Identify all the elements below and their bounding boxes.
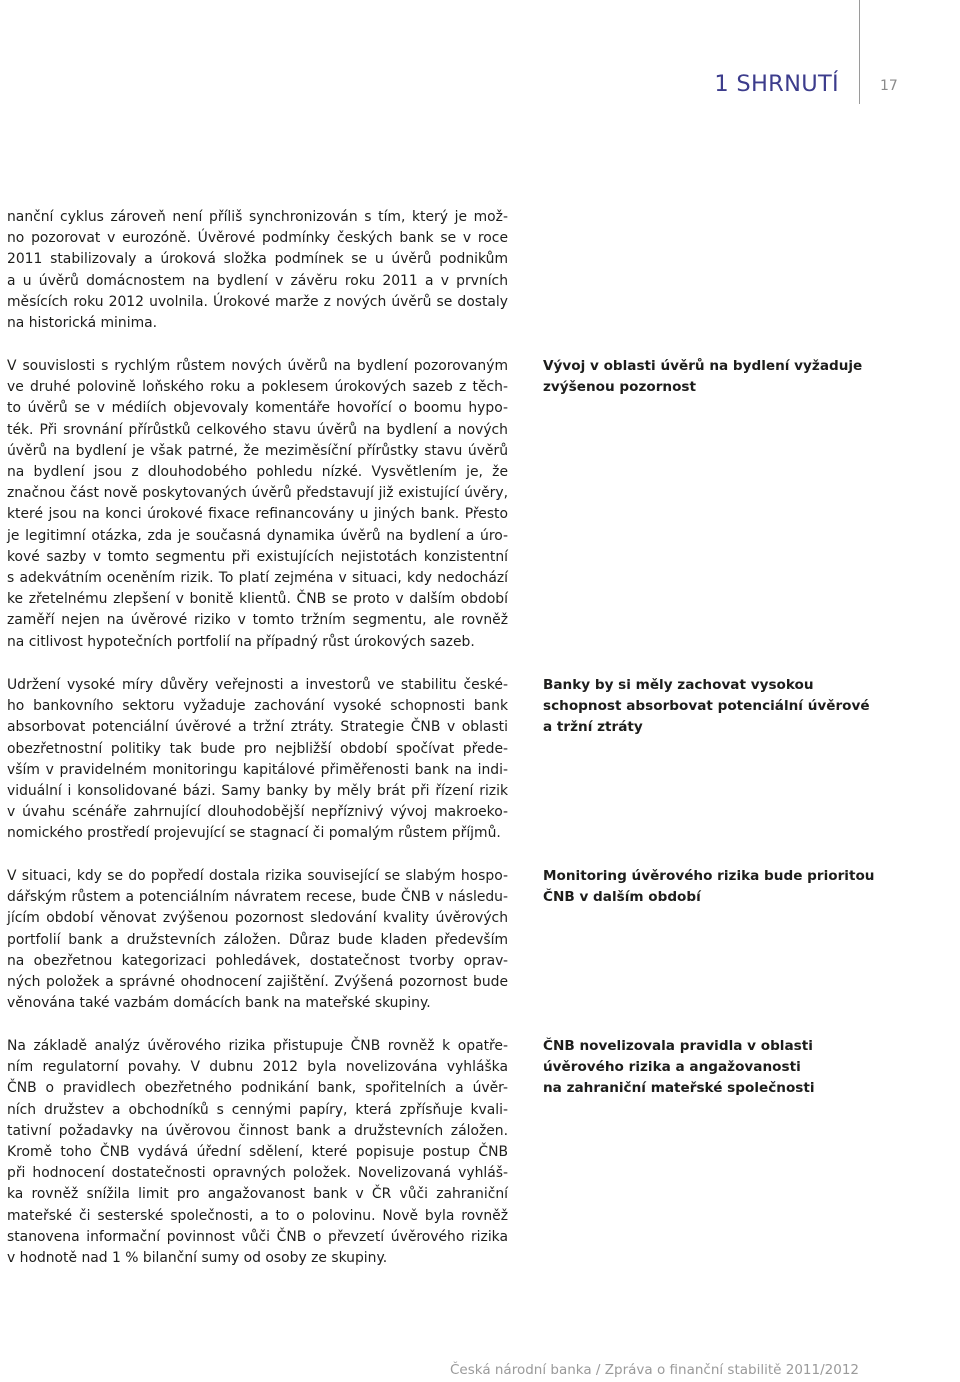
text-line: na obezřetnou kategorizaci pohledávek, dostatečnost tvorby oprav- (7, 952, 508, 969)
sidenote-4 (543, 1036, 903, 1100)
text-line: věnována také vazbám domácích bank na mateřské skupiny. (7, 995, 431, 1012)
text-line: to úvěrů se v médiích objevovaly komentáře hovořící o boomu hypo- (7, 400, 508, 417)
text-line: ČNB o pravidlech obezřetného podnikání bank, spořitelních a úvěr- (7, 1080, 508, 1097)
text-line: vším v pravidelném monitoringu kapitálové přiměřenosti bank na indi- (7, 761, 508, 778)
text-line: měsících roku 2012 uvolnila. Úrokové marže z nových úvěrů se dostaly (7, 293, 508, 310)
paragraph-3 (7, 675, 508, 845)
text-line: ho bankovního sektoru vyžaduje zachování vysoké schopnosti bank (7, 698, 508, 715)
text-line: ve druhé polovině loňského roku a poklesem úrokových sazeb z těch- (7, 379, 508, 396)
sidenote-1 (543, 356, 903, 398)
text-line: Kromě toho ČNB vydává úřední sdělení, které popisuje postup ČNB (7, 1144, 508, 1161)
text-line: nanční cyklus zároveň není příliš synchronizován s tím, který je mož- (7, 209, 508, 225)
text-line: které jsou na konci úrokové fixace refinancovány u jiných bank. Přesto (7, 506, 508, 523)
sidenote-line: úvěrového rizika a angažovanosti (543, 1059, 801, 1076)
text-line: stanovena informační povinnost vůči ČNB o převzetí úvěrového rizika (7, 1228, 508, 1245)
sidenote-line: ČNB novelizovala pravidla v oblasti (543, 1038, 813, 1054)
text-line: obezřetnostní politiky tak bude pro nejbližší období spočívat přede- (7, 740, 508, 757)
text-line: a u úvěrů domácnostem na bydlení v závěru roku 2011 a v prvních (7, 272, 508, 289)
page-number: 17 (880, 78, 898, 94)
text-line: na historická minima. (7, 315, 158, 332)
text-line: ték. Při srovnání přírůstků celkového stavu úvěrů na bydlení a nových (7, 421, 508, 438)
text-line: V souvislosti s rychlým růstem nových úvěrů na bydlení pozorovaným (7, 358, 508, 374)
sidenote-line: schopnost absorbovat potenciální úvěrové (543, 698, 870, 715)
text-line: kové sazby v tomto segmentu při existujících nejistotách konzistentní (7, 548, 508, 565)
sidenote-line: Banky by si měly zachovat vysokou (543, 677, 814, 693)
text-line: zaměří nejen na úvěrové riziko v tomto tržním segmentu, ale rovněž (7, 612, 508, 629)
text-line: mateřské či sesterské společnosti, a to o polovinu. Nově byla rovněž (7, 1207, 508, 1224)
text-line: na citlivost hypotečních portfolií na případný růst úrokových sazeb. (7, 633, 475, 650)
sidenote-line: a tržní ztráty (543, 719, 643, 736)
text-line: na bydlení jsou z dlouhodobého pohledu nízké. Vysvětlením je, že (7, 464, 508, 481)
chapter-title: 1 SHRNUTÍ (714, 71, 839, 97)
text-line: jícím období věnovat zvýšenou pozornost sledování kvality úvěrových (7, 910, 508, 927)
text-line: V situaci, kdy se do popředí dostala rizika související se slabým hospo- (7, 868, 508, 884)
sidenote-line: ČNB v dalším období (543, 889, 701, 906)
text-line: ka rovněž snížila limit pro angažovanost bank v ČR vůči zahraniční (7, 1186, 508, 1203)
page-footer: Česká národní banka / Zpráva o finanční stabilitě 2011/2012 (449, 1362, 859, 1378)
text-line: při hodnocení dostatečnosti opravných položek. Novelizovaná vyhláš- (7, 1165, 508, 1182)
text-line: 2011 stabilizovaly a úroková složka podmínek se u úvěrů podnikům (7, 251, 508, 268)
text-line: v hodnotě nad 1 % bilanční sumy od osoby ze skupiny. (7, 1250, 388, 1267)
header-divider-line (859, 0, 860, 104)
sidenote-line: Monitoring úvěrového rizika bude prioritou (543, 868, 875, 884)
paragraph-4 (7, 866, 508, 1014)
sidenote-3 (543, 866, 903, 908)
text-line: Na základě analýz úvěrového rizika přistupuje ČNB rovněž k opatře- (7, 1038, 508, 1054)
text-line: tativní požadavky na úvěrovou činnost bank a družstevních záložen. (7, 1122, 508, 1139)
text-line: Udržení vysoké míry důvěry veřejnosti a investorů ve stabilitu české- (7, 677, 508, 693)
text-line: viduální i konsolidované bázi. Samy banky by měly brát při řízení rizik (7, 783, 508, 800)
sidenote-line: zvýšenou pozornost (543, 379, 697, 396)
text-line: nomického prostředí projevující se stagnací či pomalým růstem příjmů. (7, 825, 501, 842)
text-line: ke zřetelnému zlepšení v bonitě klientů. ČNB se proto v dalším období (7, 591, 508, 608)
text-line: ních družstev a obchodníků s cennými papíry, která zpřísňuje kvali- (7, 1101, 508, 1118)
text-line: dářským růstem a potenciálním návratem recese, bude ČNB v následu- (7, 889, 508, 906)
text-line: ných položek a správné ohodnocení zajištění. Zvýšená pozornost bude (7, 974, 508, 991)
text-line: značnou část nově poskytovaných úvěrů představují již existující úvěry, (7, 485, 508, 502)
text-line: ním regulatorní povahy. V dubnu 2012 byla novelizována vyhláška (7, 1059, 508, 1076)
sidenote-2 (543, 675, 903, 739)
text-line: v úvahu scénáře zahrnující dlouhodobější nepříznivý vývoj makroeko- (7, 804, 508, 821)
text-line: úvěrů na bydlení je však patrné, že meziměsíční přírůstky stavu úvěrů (7, 442, 508, 459)
text-line: portfolií bank a družstevních záložen. Důraz bude kladen především (7, 931, 508, 948)
text-line: s adekvátním oceněním rizik. To platí zejména v situaci, kdy nedochází (7, 570, 508, 587)
text-line: je legitimní otázka, zda je současná dynamika úvěrů na bydlení a úro- (7, 527, 508, 544)
text-line: absorbovat potenciální úvěrové a tržní ztráty. Strategie ČNB v oblasti (7, 719, 508, 736)
paragraph-5 (7, 1036, 508, 1269)
sidenote-line: Vývoj v oblasti úvěrů na bydlení vyžaduje (543, 358, 863, 374)
paragraph-2 (7, 356, 508, 653)
sidenote-line: na zahraniční mateřské společnosti (543, 1080, 815, 1097)
text-line: no pozorovat v eurozóně. Úvěrové podmínky českých bank se v roce (7, 230, 508, 247)
paragraph-1 (7, 207, 508, 334)
